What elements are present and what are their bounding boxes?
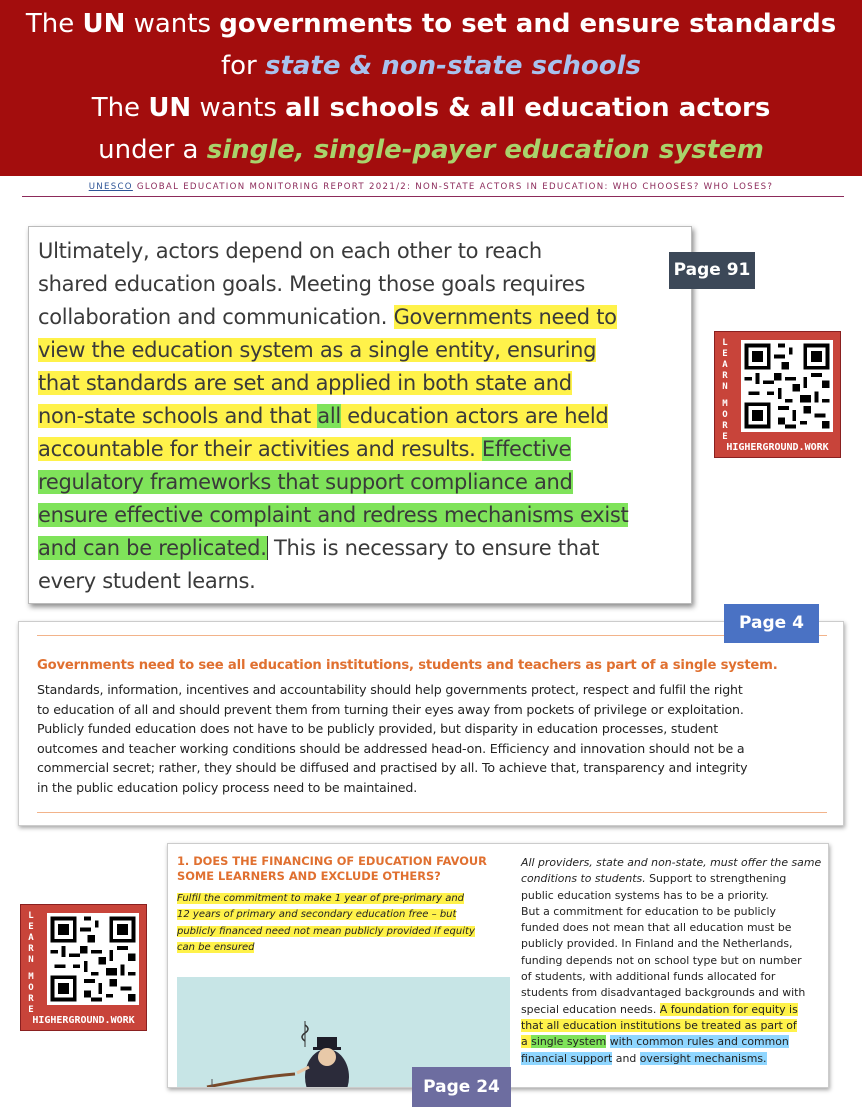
excerpt-page-4 (18, 621, 844, 826)
page-label-24: Page 24 (412, 1067, 511, 1107)
divider (37, 812, 827, 813)
excerpt-page-91 (28, 226, 692, 604)
unesco-link[interactable]: UNESCO (88, 182, 133, 192)
site-label: HIGHERGROUND.WORK (726, 442, 829, 453)
page-label-4: Page 4 (724, 604, 819, 643)
divider (37, 635, 827, 636)
excerpt-line: every student learns. (38, 569, 256, 593)
excerpt-heading: 1. DOES THE FINANCING OF EDUCATION FAVOUR SOME LEARNERS AND EXCLUDE OTHERS? (177, 854, 487, 883)
excerpt-column: All providers, state and non-state, must offer the same conditions to students. Support to strengthening public education systems has to be a priority. But a commitment for education to be publicly funded does not mean that all education must be publicly provided. In Finland and the Netherlands, funding depends not on school type but on number of students, with additional funds allocated for students from disadvantaged backgrounds and with special education needs. A foundation for equity is that all education institutions be treated as part of a single system with common rules and common financial support and oversight mechanisms. (521, 856, 822, 1065)
excerpt-line: that standards are set and applied in both state and (38, 371, 572, 395)
learn-more-qr-badge[interactable] (714, 331, 841, 458)
source-citation: UNESCO GLOBAL EDUCATION MONITORING REPORT 2021/2: NON-STATE ACTORS IN EDUCATION: WHO CHOOSES? WHO LOSES? (88, 182, 774, 192)
excerpt-page-24 (167, 843, 829, 1088)
learn-more-qr-badge[interactable] (20, 904, 147, 1031)
excerpt-line: Ultimately, actors depend on each other to reach (38, 239, 542, 263)
excerpt-line: ensure effective complaint and redress mechanisms exist (38, 503, 629, 527)
excerpt-heading: Governments need to see all education institutions, students and teachers as part of a single system. (37, 658, 778, 673)
qr-code-icon (741, 340, 833, 432)
learn-more-vertical-text: L E A R N M O R E (28, 911, 34, 1015)
excerpt-line: view the education system as a single entity, ensuring (38, 338, 597, 362)
banner-line-4: under a single, single-payer education system (98, 135, 764, 165)
excerpt-paragraph: Standards, information, incentives and accountability should help governments protect, respect and fulfil the right to education of all and should prevent them from turning their eyes away from pockets of privilege or exploitation. Publicly funded education does not have to be publicly provided, but disparity in education processes, student outcomes and teacher working conditions should be addressed head-on. Efficiency and innovation should not be a commercial secret; rather, they should be diffused and practised by all. To achieve that, transparency and integrity in the public education policy process need to be maintained. (37, 682, 748, 795)
site-label: HIGHERGROUND.WORK (32, 1015, 135, 1026)
learn-more-vertical-text: L E A R N M O R E (722, 338, 728, 442)
divider (22, 196, 844, 197)
banner-line-3: The UN wants all schools & all education actors (91, 93, 771, 123)
excerpt-line: regulatory frameworks that support compliance and (38, 470, 573, 494)
qr-code-icon (47, 913, 139, 1005)
page-label-91: Page 91 (669, 252, 755, 289)
excerpt-intro: Fulfil the commitment to make 1 year of pre-primary and 12 years of primary and secondary education free – but publicly financed need not mean publicly provided if equity can be ensured (177, 893, 475, 953)
excerpt-line: shared education goals. Meeting those goals requires (38, 272, 586, 296)
header-banner (0, 0, 862, 176)
banner-line-1: The UN wants governments to set and ensure standards (25, 9, 837, 39)
excerpt-line: collaboration and communication. Governments need to (38, 305, 617, 329)
banner-line-2: for state & non-state schools (220, 51, 642, 81)
excerpt-line: non-state schools and that all education actors are held (38, 404, 609, 428)
excerpt-line: and can be replicated. This is necessary to ensure that (38, 536, 600, 560)
excerpt-line: accountable for their activities and results. Effective (38, 437, 572, 461)
